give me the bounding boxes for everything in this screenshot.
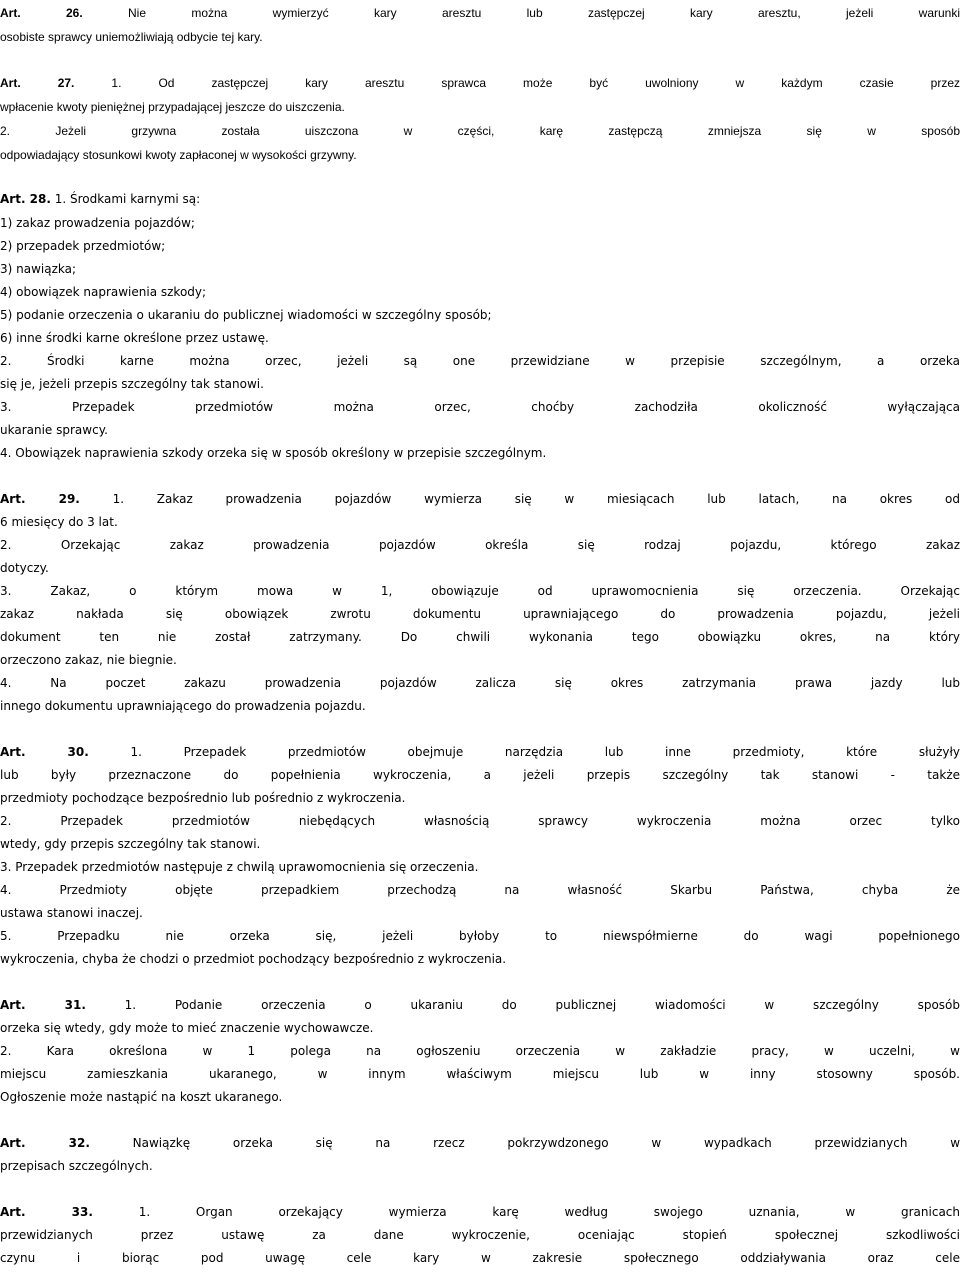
- text-line: [0, 511, 960, 534]
- text-line: [0, 304, 960, 327]
- text-line: [0, 281, 960, 304]
- line-text: 1. Od zastępczej kary aresztu sprawca może być uwolniony w każdym czasie przez: [111, 76, 960, 90]
- line-text: 4. Na poczet zakazu prowadzenia pojazdów zalicza się okres zatrzymania prawa jazdy lub: [0, 676, 960, 690]
- line-text: ukaranie sprawcy.: [0, 423, 108, 437]
- text-line: [0, 534, 960, 557]
- text-line: [0, 419, 960, 442]
- line-text: przewidzianych przez ustawę za dane wykroczenie, oceniając stopień społecznej szkodliwości: [0, 1228, 960, 1242]
- text-line: [0, 649, 960, 672]
- article-number: Art. 26.: [0, 6, 128, 20]
- text-line: [0, 833, 960, 856]
- text-line: [0, 1224, 960, 1247]
- article-number: Art. 30.: [0, 745, 89, 759]
- line-text: odpowiadający stosunkowi kwoty zapłaconej w wysokości grzywny.: [0, 148, 357, 162]
- line-text: Nawiązkę orzeka się na rzecz pokrzywdzonego w wypadkach przewidzianych w: [89, 1136, 960, 1150]
- text-line: [0, 672, 960, 695]
- text-line: [0, 1247, 960, 1270]
- line-text: 6 miesięcy do 3 lat.: [0, 515, 118, 529]
- line-text: 2. Orzekając zakaz prowadzenia pojazdów określa się rodzaj pojazdu, którego zakaz: [0, 538, 960, 552]
- text-line: [0, 188, 960, 211]
- text-line: [0, 741, 960, 764]
- line-text: przepisach szczególnych.: [0, 1159, 153, 1173]
- line-text: 2. Środki karne można orzec, jeżeli są one przewidziane w przepisie szczególnym, a orzeka: [0, 354, 960, 368]
- text-line: [0, 442, 960, 465]
- text-line: [0, 2, 960, 25]
- text-line: [0, 488, 960, 511]
- text-line: [0, 557, 960, 580]
- line-text: Ogłoszenie może nastąpić na koszt ukaranego.: [0, 1090, 283, 1104]
- text-line: [0, 994, 960, 1017]
- text-line: [0, 120, 960, 143]
- line-text: orzeka się wtedy, gdy może to mieć znaczenie wychowawcze.: [0, 1021, 374, 1035]
- text-line: [0, 1155, 960, 1178]
- line-text: 3. Zakaz, o którym mowa w 1, obowiązuje od uprawomocnienia się orzeczenia. Orzekając: [0, 584, 960, 598]
- article-number: Art. 32.: [0, 1136, 90, 1150]
- line-text: 6) inne środki karne określone przez ustawę.: [0, 331, 269, 345]
- line-text: osobiste sprawcy uniemożliwiają odbycie tej kary.: [0, 30, 263, 44]
- line-text: dokument ten nie został zatrzymany. Do chwili wykonania tego obowiązku okres, na który: [0, 630, 960, 644]
- line-text: 1) zakaz prowadzenia pojazdów;: [0, 216, 195, 230]
- text-line: [0, 810, 960, 833]
- text-line: [0, 603, 960, 626]
- text-line: [0, 258, 960, 281]
- line-text: 5) podanie orzeczenia o ukaraniu do publicznej wiadomości w szczególny sposób;: [0, 308, 492, 322]
- text-line: [0, 96, 960, 119]
- text-line: [0, 373, 960, 396]
- line-text: lub były przeznaczone do popełnienia wykroczenia, a jeżeli przepis szczególny tak stanowi - także: [0, 768, 960, 782]
- line-text: wykroczenia, chyba że chodzi o przedmiot pochodzący bezpośrednio z wykroczenia.: [0, 952, 507, 966]
- text-line: [0, 879, 960, 902]
- text-line: [0, 396, 960, 419]
- line-text: innego dokumentu uprawniającego do prowadzenia pojazdu.: [0, 699, 366, 713]
- text-line: [0, 235, 960, 258]
- text-line: [0, 212, 960, 235]
- text-line: [0, 1040, 960, 1063]
- text-line: [0, 948, 960, 971]
- article-number: Art. 27.: [0, 76, 112, 90]
- line-text: przedmioty pochodzące bezpośrednio lub pośrednio z wykroczenia.: [0, 791, 406, 805]
- line-text: 1. Przepadek przedmiotów obejmuje narzędzia lub inne przedmioty, które służyły: [88, 745, 960, 759]
- text-line: [0, 1063, 960, 1086]
- text-line: [0, 764, 960, 787]
- line-text: czynu i biorąc pod uwagę cele kary w zakresie społecznego oddziaływania oraz cele: [0, 1251, 960, 1265]
- line-text: wpłacenie kwoty pieniężnej przypadającej jeszcze do uiszczenia.: [0, 100, 345, 114]
- line-text: 1. Organ orzekający wymierza karę według swojego uznania, w granicach: [92, 1205, 960, 1219]
- line-text: 3. Przepadek przedmiotów następuje z chwilą uprawomocnienia się orzeczenia.: [0, 860, 479, 874]
- line-text: 1. Zakaz prowadzenia pojazdów wymierza się w miesiącach lub latach, na okres od: [79, 492, 960, 506]
- text-line: [0, 902, 960, 925]
- line-text: 4. Przedmioty objęte przepadkiem przechodzą na własność Skarbu Państwa, chyba że: [0, 883, 960, 897]
- text-line: [0, 695, 960, 718]
- text-line: [0, 1201, 960, 1224]
- line-text: 4) obowiązek naprawienia szkody;: [0, 285, 207, 299]
- line-text: 1. Środkami karnymi są:: [50, 192, 201, 206]
- text-line: [0, 26, 960, 49]
- text-line: [0, 1086, 960, 1109]
- text-line: [0, 144, 960, 167]
- text-line: [0, 626, 960, 649]
- line-text: 3. Przepadek przedmiotów można orzec, choćby zachodziła okoliczność wyłączająca: [0, 400, 960, 414]
- line-text: wtedy, gdy przepis szczególny tak stanowi.: [0, 837, 261, 851]
- text-line: [0, 580, 960, 603]
- text-line: [0, 925, 960, 948]
- line-text: 2. Kara określona w 1 polega na ogłoszeniu orzeczenia w zakładzie pracy, w uczelni, w: [0, 1044, 960, 1058]
- line-text: Nie można wymierzyć kary aresztu lub zastępczej kary aresztu, jeżeli warunki: [128, 6, 960, 20]
- text-line: [0, 787, 960, 810]
- article-number: Art. 28.: [0, 192, 51, 206]
- article-number: Art. 29.: [0, 492, 80, 506]
- text-line: [0, 1017, 960, 1040]
- line-text: ustawa stanowi inaczej.: [0, 906, 143, 920]
- line-text: dotyczy.: [0, 561, 49, 575]
- line-text: 2. Jeżeli grzywna została uiszczona w części, karę zastępczą zmniejsza się w sposób: [0, 124, 960, 138]
- line-text: się je, jeżeli przepis szczególny tak stanowi.: [0, 377, 264, 391]
- line-text: zakaz nakłada się obowiązek zwrotu dokumentu uprawniającego do prowadzenia pojazdu, jeżeli: [0, 607, 960, 621]
- text-line: [0, 327, 960, 350]
- line-text: orzeczono zakaz, nie biegnie.: [0, 653, 177, 667]
- text-line: [0, 856, 960, 879]
- text-line: [0, 72, 960, 95]
- article-number: Art. 31.: [0, 998, 86, 1012]
- line-text: miejscu zamieszkania ukaranego, w innym właściwym miejscu lub w inny stosowny sposób.: [0, 1067, 960, 1081]
- text-line: [0, 1132, 960, 1155]
- article-number: Art. 33.: [0, 1205, 93, 1219]
- line-text: 4. Obowiązek naprawienia szkody orzeka się w sposób określony w przepisie szczególnym.: [0, 446, 547, 460]
- line-text: 2. Przepadek przedmiotów niebędących własnością sprawcy wykroczenia można orzec tylko: [0, 814, 960, 828]
- line-text: 5. Przepadku nie orzeka się, jeżeli byłoby to niewspółmierne do wagi popełnionego: [0, 929, 960, 943]
- line-text: 3) nawiązka;: [0, 262, 77, 276]
- line-text: 1. Podanie orzeczenia o ukaraniu do publicznej wiadomości w szczególny sposób: [85, 998, 960, 1012]
- line-text: 2) przepadek przedmiotów;: [0, 239, 166, 253]
- text-line: [0, 350, 960, 373]
